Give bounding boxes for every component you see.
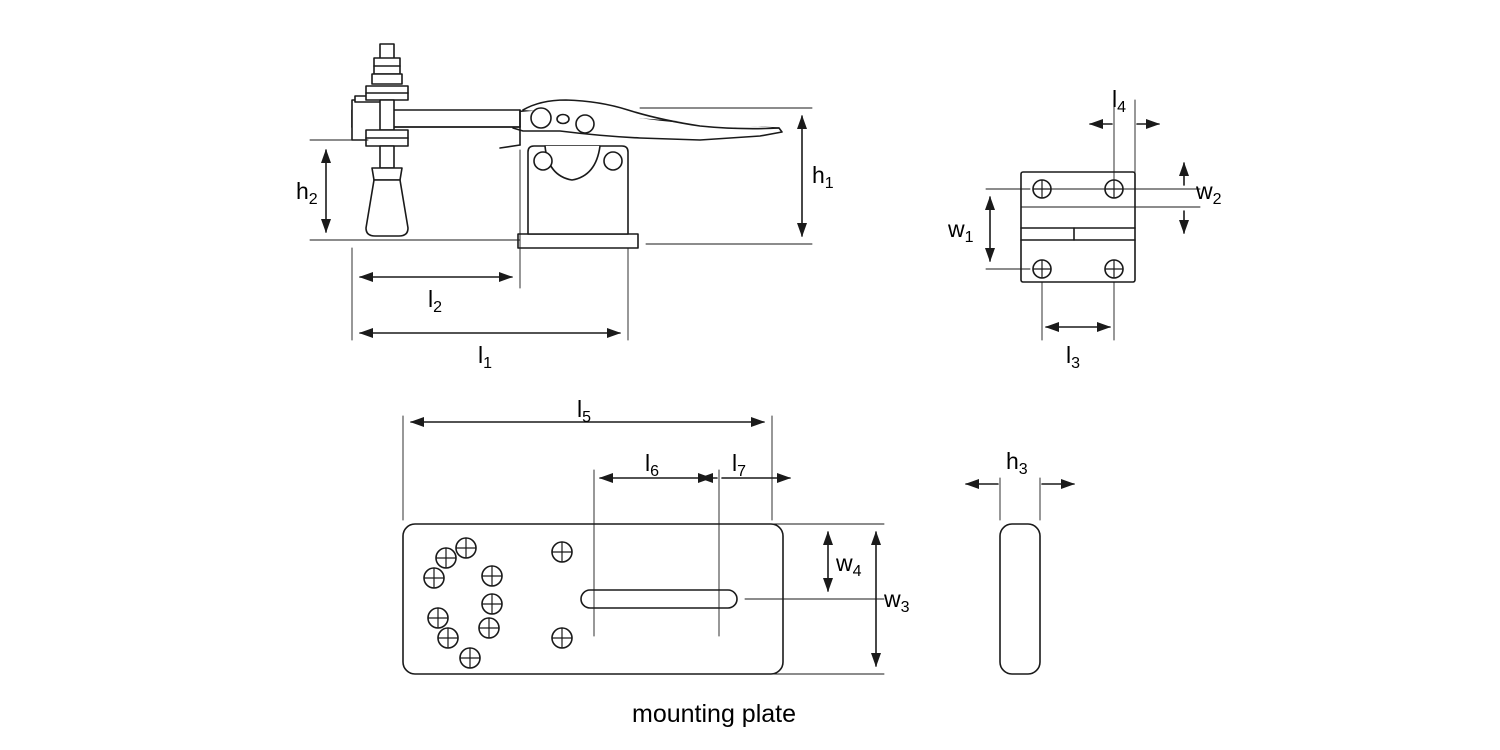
dimension-label-w2: $w_2$ bbox=[1196, 178, 1222, 208]
dimension-label-h3: $h_3$ bbox=[1006, 448, 1028, 478]
dimension-label-w3: $w_3$ bbox=[884, 586, 910, 616]
dimension-label-l5: $l_5$ bbox=[577, 396, 592, 426]
dimension-label-w1: $w_1$ bbox=[948, 216, 974, 246]
dimension-label-l2: $l_2$ bbox=[428, 286, 443, 316]
dimension-label-l3: $l_3$ bbox=[1066, 342, 1081, 372]
dimension-label-h2: $h_2$ bbox=[296, 178, 318, 208]
dimension-label-w4: $w_4$ bbox=[836, 550, 862, 580]
dimension-label-l7: $l_7$ bbox=[732, 450, 747, 480]
mounting-plate-caption: mounting plate bbox=[632, 700, 797, 728]
dimension-label-l6: $l_6$ bbox=[645, 450, 660, 480]
dimension-label-l4: $l_4$ bbox=[1112, 86, 1127, 116]
dimension-label-l1: $l_1$ bbox=[478, 342, 493, 372]
dimension-label-h1: $h_1$ bbox=[812, 162, 834, 192]
